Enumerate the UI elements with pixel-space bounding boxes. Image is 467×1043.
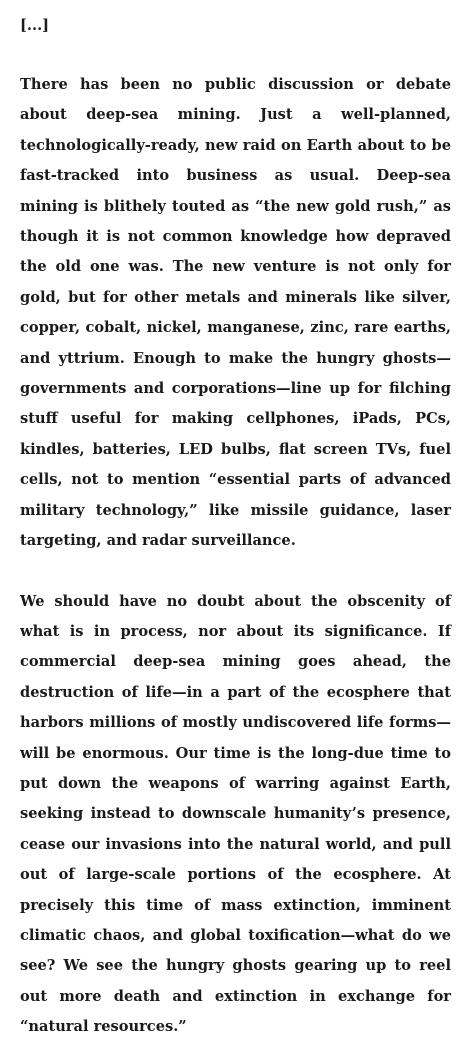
paragraph-deep-sea-mining: There has been no public discussion or debate about deep-sea mining. Just a well-planned, technologically-ready, new raid on Earth about to be fast-tracked into business as usual. Deep-sea mining is blithely touted as “the new gold rush,” as though it is not common knowledge how depraved the old one was. The new venture is not only for gold, but for other metals and minerals like silver, copper, cobalt, nickel, manganese, zinc, rare earths, and yttrium. Enough to make the hungry ghosts—governments and corporations—line up for filching stuff useful for making cellphones, iPads, PCs, kindles, batteries, LED bulbs, flat screen TVs, fuel cells, not to mention “essential parts of advanced military technology,” like missile guidance, laser targeting, and radar surveillance.	[20, 76, 451, 550]
omission-marker: [...]	[20, 17, 50, 34]
document-page	[20, 0, 451, 1043]
paragraph-obscenity: We should have no doubt about the obscenity of what is in process, nor about its significance. If commercial deep-sea mining goes ahead, the destruction of life—in a part of the ecosphere that harbors millions of mostly undiscovered life forms—will be enormous. Our time is the long-due time to put down the weapons of warring against Earth, seeking instead to downscale humanity’s presence, cease our invasions into the natural world, and pull out of large-scale portions of the ecosphere. At precisely this time of mass extinction, imminent climatic chaos, and global toxification—what do we see? We see the hungry ghosts gearing up to reel out more death and extinction in exchange for “natural resources.”	[20, 592, 451, 1036]
